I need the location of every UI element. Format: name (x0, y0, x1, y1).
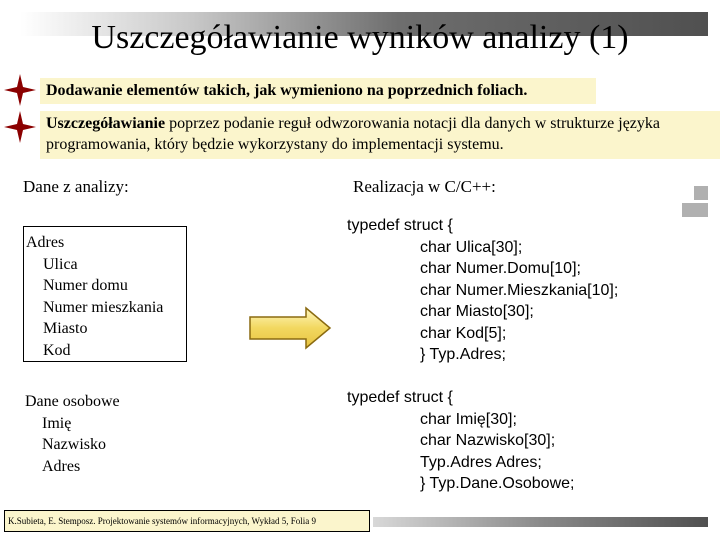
code-keyword: char (420, 303, 452, 320)
decor-bar (682, 203, 708, 217)
code-keyword: char (420, 410, 452, 428)
osobowe-field: Adres (42, 457, 81, 475)
bullet-2 (40, 111, 720, 159)
code-keyword: char (420, 260, 452, 277)
bullet-1: Dodawanie elementów takich, jak wymieniono na poprzednich foliach. (40, 78, 596, 104)
decor-square (694, 186, 708, 200)
adres-field: Numer domu (43, 277, 128, 294)
right-heading: Realizacja w C/C++: (353, 177, 496, 196)
osobowe-field: Imię (42, 414, 72, 432)
bullet-2-strong: Uszczegóławianie (46, 115, 166, 132)
code-keyword: Typ.Adres (420, 453, 493, 471)
adres-name: Adres (26, 234, 65, 251)
code-typ-dane-osobowe (347, 387, 574, 495)
left-heading: Dane z analizy: (23, 177, 129, 196)
adres-field: Kod (43, 341, 71, 359)
dane-osobowe-block (25, 391, 120, 477)
code-rest: Numer.Domu[10]; (451, 260, 581, 277)
code-typ-adres (347, 215, 618, 366)
code-close: } Typ.Adres; (420, 346, 506, 363)
bullet-2-text: poprzez podanie reguł odwzorowania notacji dla danych w strukturze języka programowania, który będzie wykorzystany do implementacji systemu. (46, 115, 660, 153)
code-rest: Numer.Mieszkania[10]; (451, 281, 619, 299)
footer-citation: K.Subieta, E. Stemposz. Projektowanie systemów informacyjnych, Wykład 5, Folia 9 (4, 510, 370, 532)
adres-box (23, 226, 187, 362)
osobowe-name: Dane osobowe (25, 393, 120, 410)
code-keyword: char (420, 324, 452, 342)
adres-field: Numer mieszkania (43, 298, 164, 316)
code-open: typedef struct { (347, 217, 453, 234)
code-rest: Ulica[30]; (451, 238, 523, 256)
code-line (347, 280, 618, 302)
code-line (347, 301, 618, 323)
adres-field: Miasto (43, 320, 88, 337)
code-line (347, 452, 574, 474)
code-close: } Typ.Dane.Osobowe; (420, 475, 575, 492)
code-rest: Miasto[30]; (451, 303, 534, 320)
code-keyword: char (420, 281, 452, 299)
footer-gradient-bar (373, 517, 708, 527)
code-keyword: char (420, 238, 452, 256)
code-line (347, 258, 618, 280)
adres-field: Ulica (43, 255, 78, 273)
slide-title: Uszczegóławianie wyników analizy (1) (91, 19, 629, 56)
code-line (347, 237, 618, 259)
osobowe-field: Nazwisko (42, 436, 106, 453)
code-rest: Kod[5]; (451, 324, 507, 342)
bullet-star-icon (3, 110, 37, 144)
code-keyword: char (420, 432, 452, 449)
code-line (347, 323, 618, 345)
right-arrow-icon (248, 306, 332, 350)
bullet-star-icon (3, 73, 37, 107)
code-line (347, 430, 574, 452)
code-line (347, 409, 574, 431)
code-rest: Adres; (492, 453, 542, 471)
code-rest: Imię[30]; (451, 410, 517, 428)
code-rest: Nazwisko[30]; (451, 432, 556, 449)
code-open: typedef struct { (347, 389, 453, 406)
